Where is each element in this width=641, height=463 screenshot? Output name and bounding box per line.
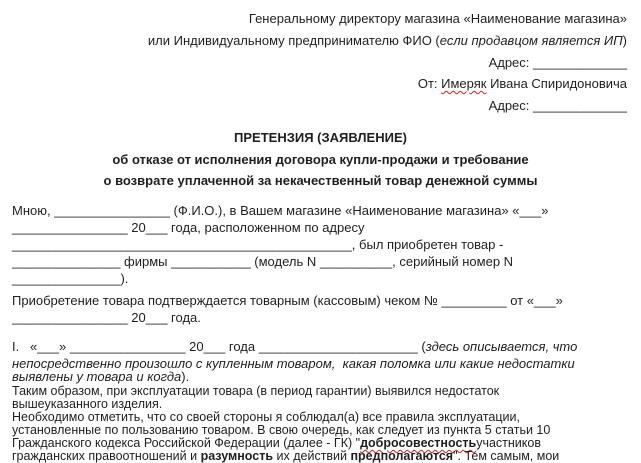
sender-prefix: От: [417, 76, 442, 91]
recipient-alt-end: ) [622, 33, 627, 48]
purchase-line-1: Мною, ________________ (Ф.И.О.), в Вашем магазине «Наименование магазина» «___» [12, 203, 549, 218]
conclusion-line-2: вышеуказанного изделия. [12, 397, 163, 411]
compliance-line-1: Необходимо отметить, что со своей стороны я соблюдал(а) все правила эксплуатации, [12, 410, 520, 424]
recipient-address: Адрес: _____________ [488, 55, 627, 70]
sender-surname: Имеряк [441, 76, 487, 91]
document-subtitle-1: об отказе от исполнения договора купли-продажи и требование [112, 152, 529, 167]
defect-date-text: I. «___» ________________ 20___ года ______________________ ( [12, 339, 426, 354]
gk-participants: участников [476, 436, 541, 450]
purchase-line-5: _______________). [12, 271, 129, 286]
defect-line-3 [12, 370, 189, 383]
conclusion-line-1: Таким образом, при эксплуатации товара (в период гарантии) выявился недостаток [12, 384, 500, 398]
purchase-line-2: ________________ 20___ года, расположенном по адресу [12, 220, 365, 235]
document-title: ПРЕТЕНЗИЯ (ЗАЯВЛЕНИЕ) [234, 130, 407, 145]
gk-presumed: предполагаются [350, 449, 454, 463]
recipient-alt-line [148, 33, 627, 49]
defect-close: ). [181, 369, 190, 384]
purchase-line-4: _______________ фирмы ___________ (модель N __________, серийный номер N [12, 254, 514, 269]
gk-reasonableness: разумность [200, 449, 274, 463]
compliance-line-2: установленные по пользованию товаром. В свою очередь, как следует из пункта 5 статьи 10 [12, 423, 551, 437]
receipt-line-1: Приобретение товара подтверждается товарным (кассовым) чеком № _________ от «___» [12, 293, 563, 308]
recipient-line: Генеральному директору магазина «Наименование магазина» [248, 11, 627, 26]
recipient-alt-note: если продавцом является ИП [439, 33, 623, 48]
gk-quote-start: Гражданского кодекса Российской Федерации (далее - ГК) " [12, 436, 361, 450]
gk-text-c: их действий [273, 449, 351, 463]
purchase-line-3: _______________________________________________, был приобретен товар - [12, 237, 504, 252]
sender-name: Ивана Спиридоновича [486, 76, 627, 91]
document-subtitle-2: о возврате уплаченной за некачественный товар денежной суммы [103, 173, 538, 188]
defect-line-1 [12, 339, 577, 355]
gk-good-faith: добросовестность [360, 436, 477, 450]
gk-text-a: гражданских правоотношений и [12, 449, 201, 463]
defect-note-end: выявлены у товара и когда [12, 369, 182, 384]
receipt-line-2: ________________ 20___ года. [12, 310, 201, 325]
sender-line [418, 76, 627, 92]
defect-note-start: здесь описывается, что [425, 339, 578, 354]
recipient-alt-text: или Индивидуальному предпринимателю ФИО ( [147, 33, 440, 48]
sender-address: Адрес: _____________ [488, 98, 627, 113]
compliance-line-4 [12, 450, 559, 463]
defect-line-2: непосредственно произошло с купленным товаром, какая поломка или какие недостатки [12, 356, 575, 371]
gk-text-e: ". Тем самым, мои [453, 449, 560, 463]
